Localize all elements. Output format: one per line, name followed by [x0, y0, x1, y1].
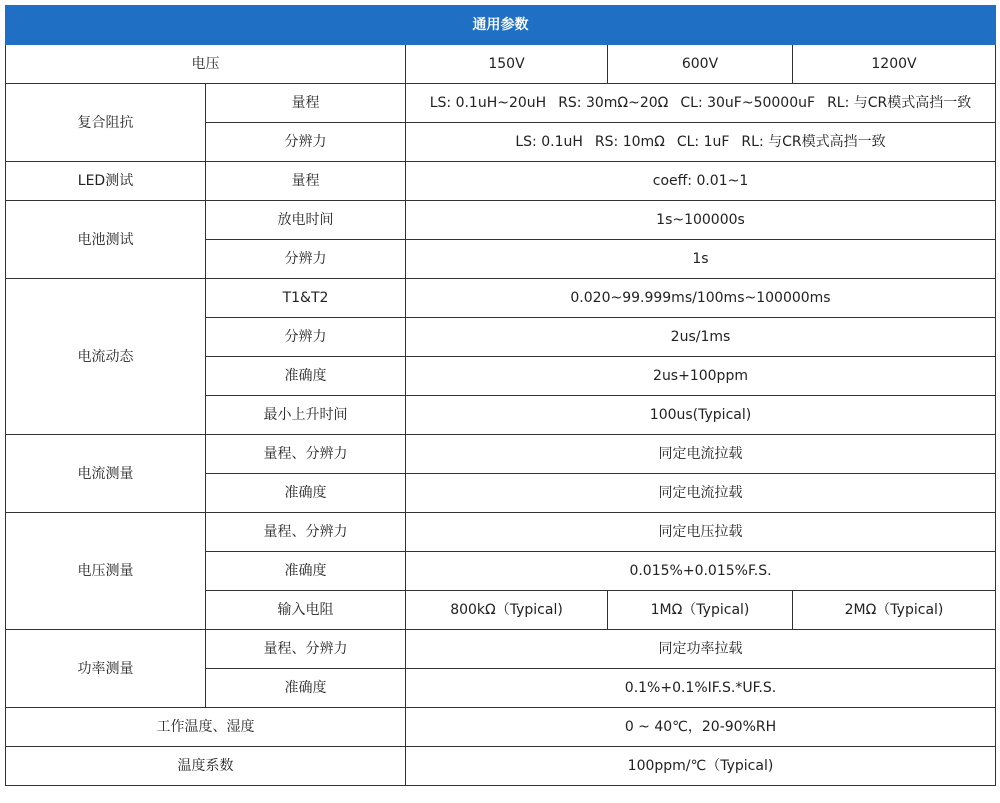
spec-table-container	[5, 5, 995, 786]
param-value	[406, 84, 996, 123]
param-value: 100ppm/℃（Typical)	[406, 747, 996, 786]
table-row	[6, 630, 996, 669]
value-part: RL: 与CR模式高挡一致	[741, 134, 886, 150]
param-value: 800kΩ（Typical)	[406, 591, 608, 630]
group-label: LED测试	[6, 162, 206, 201]
value-part: RL: 与CR模式高挡一致	[827, 95, 972, 111]
param-label: 工作温度、湿度	[6, 708, 406, 747]
param-label: 分辨力	[206, 240, 406, 279]
param-value: 0.1%+0.1%IF.S.*UF.S.	[406, 669, 996, 708]
value-part: RS: 30mΩ~20Ω	[558, 95, 669, 111]
param-label: 最小上升时间	[206, 396, 406, 435]
param-label: 量程、分辨力	[206, 513, 406, 552]
param-label: 准确度	[206, 474, 406, 513]
value-part: LS: 0.1uH~20uH	[429, 95, 547, 111]
value-part: CL: 30uF~50000uF	[680, 95, 816, 111]
table-row	[6, 84, 996, 123]
param-label: 分辨力	[206, 318, 406, 357]
param-value: 0.015%+0.015%F.S.	[406, 552, 996, 591]
value-part: LS: 0.1uH	[515, 134, 583, 150]
param-value: 1s~100000s	[406, 201, 996, 240]
group-label: 功率测量	[6, 630, 206, 708]
param-value: 2MΩ（Typical)	[793, 591, 996, 630]
param-label: 量程	[206, 162, 406, 201]
param-value: 同定电流拉载	[406, 435, 996, 474]
table-row	[6, 708, 996, 747]
param-label: 量程	[206, 84, 406, 123]
param-label: T1&T2	[206, 279, 406, 318]
spec-table	[5, 5, 996, 786]
value-part: CL: 1uF	[676, 134, 730, 150]
param-value: 同定电压拉载	[406, 513, 996, 552]
param-value: 同定电流拉载	[406, 474, 996, 513]
param-label: 分辨力	[206, 123, 406, 162]
group-label: 复合阻抗	[6, 84, 206, 162]
group-label: 电流测量	[6, 435, 206, 513]
voltage-value: 600V	[608, 45, 793, 84]
voltage-label: 电压	[6, 45, 406, 84]
table-row	[6, 201, 996, 240]
param-value: 同定功率拉载	[406, 630, 996, 669]
group-label: 电压测量	[6, 513, 206, 630]
param-label: 量程、分辨力	[206, 435, 406, 474]
table-row	[6, 513, 996, 552]
table-row	[6, 435, 996, 474]
param-value: 2us/1ms	[406, 318, 996, 357]
table-header-row	[6, 6, 996, 45]
param-label: 准确度	[206, 552, 406, 591]
param-value: coeff: 0.01~1	[406, 162, 996, 201]
param-label: 准确度	[206, 357, 406, 396]
group-label: 电流动态	[6, 279, 206, 435]
param-label: 放电时间	[206, 201, 406, 240]
table-row	[6, 747, 996, 786]
param-value: 0 ~ 40℃，20-90%RH	[406, 708, 996, 747]
param-value: 100us(Typical)	[406, 396, 996, 435]
param-value	[406, 123, 996, 162]
param-value: 0.020~99.999ms/100ms~100000ms	[406, 279, 996, 318]
param-value: 1MΩ（Typical)	[608, 591, 793, 630]
table-row	[6, 162, 996, 201]
voltage-value: 150V	[406, 45, 608, 84]
param-label: 准确度	[206, 669, 406, 708]
table-row	[6, 45, 996, 84]
value-part: RS: 10mΩ	[594, 134, 665, 150]
param-value: 2us+100ppm	[406, 357, 996, 396]
param-label: 输入电阻	[206, 591, 406, 630]
param-value: 1s	[406, 240, 996, 279]
param-label: 温度系数	[6, 747, 406, 786]
table-title: 通用参数	[6, 6, 996, 45]
group-label: 电池测试	[6, 201, 206, 279]
table-row	[6, 279, 996, 318]
voltage-value: 1200V	[793, 45, 996, 84]
param-label: 量程、分辨力	[206, 630, 406, 669]
